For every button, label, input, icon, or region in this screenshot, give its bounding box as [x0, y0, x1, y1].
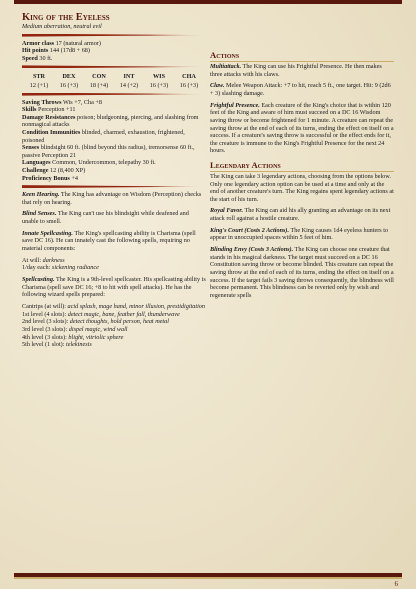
top-border — [14, 0, 402, 4]
tapered-rule — [22, 185, 206, 188]
ability-cha: CHA 16 (+3) — [179, 73, 199, 89]
monster-name: King of the Eyeless — [22, 12, 110, 23]
saving-throws: Saving Throws Wis +7, Cha +8 — [22, 98, 102, 106]
spell-level-5: 5th level (1 slot): telekinesis — [22, 341, 92, 349]
spell-level-4: 4th level (3 slots): blight, vitriolic sphere — [22, 333, 124, 341]
monster-type: Medium aberration, neutral evil — [22, 23, 102, 30]
bottom-border — [14, 573, 402, 577]
actions-column — [210, 12, 394, 304]
ability-dex: DEX 16 (+3) — [59, 73, 79, 89]
tapered-rule — [22, 34, 206, 37]
ability-str: STR 12 (+1) — [29, 73, 49, 89]
challenge: Challenge 12 (8,400 XP) — [22, 166, 86, 174]
ability-int: INT 14 (+2) — [119, 73, 139, 89]
actions-heading: Actions — [210, 50, 394, 62]
spell-level-1: 1st level (4 slots): detect magic, bane, feather fall, thunderwave — [22, 310, 180, 318]
legendary-actions-heading: Legendary Actions — [210, 160, 394, 172]
ability-wis: WIS 16 (+3) — [149, 73, 169, 89]
speed: Speed 30 ft. — [22, 54, 53, 62]
page-number: 6 — [394, 580, 398, 588]
proficiency-bonus: Proficiency Bonus +4 — [22, 174, 78, 182]
trait-spellcasting: Spellcasting. The King is a 9th-level spellcaster. His spellcasting ability is Charisma (spell save DC 16; +8 to hit with spell attacks). He has the following wizard spells prepared: — [22, 276, 206, 299]
armor-class: Armor class 17 (natural armor) — [22, 39, 101, 47]
tapered-rule — [22, 93, 206, 96]
senses: Senses blindsight 60 ft. (blind beyond this radius), tremorsense 60 ft., passive Perception 21 — [22, 144, 195, 159]
legendary-blinding-envy: Blinding Envy (Costs 3 Actions). The King can choose one creature that stands in his magical darkness. The target must succeed on a DC 16 Constitution saving throw or become blinded. This creature can repeat the saving throw at the end of each of its turns, ending the effect on itself on a success. If the target fails 3 saving throws consequently, the blindness will become permanent. This blindness can be reverted only by wish and regenerate spells — [210, 246, 394, 299]
spell-cantrips: Cantrips (at will): acid splash, mage hand, minor illusion, prestidigitation — [22, 303, 205, 311]
action-frightful-presence: Frightful Presence. Each creature of the King's choice that is within 120 feet of the King and aware of him must succeed on a DC 16 Wisdom saving throw or become frightened for 1 minute. A creature can repeat the saving throw at the end of each of its turns, ending the effect on itself on a success. If a creature's saving throw is successful or the effect ends for it, the creature is immune to the King's Frightful Presence for the next 24 hours. — [210, 101, 394, 155]
legendary-kings-court: King's Court (Costs 2 Actions). The King causes 1d4 eyeless hunters to appear in unoccupied spaces within 5 feet of him. — [210, 226, 389, 242]
legendary-intro: The King can take 3 legendary actions, choosing from the options below. Only one legendary action option can be used at a time and only at the end of another creature's turn. The King regains spent legendary actions at the start of his turn. — [210, 172, 394, 203]
spell-level-3: 3rd level (3 slots): dispel magic, wind wall — [22, 325, 128, 333]
ability-scores — [22, 71, 206, 89]
trait-innate-spellcasting: Innate Spellcasting. The King's spellcasting ability is Charisma (spell save DC 16). He can innately cast the following spells, requiring no material components: — [22, 229, 196, 253]
ability-con: CON 18 (+4) — [89, 73, 109, 89]
hit-points: Hit points 144 (17d8 + 68) — [22, 47, 90, 55]
stat-block-column — [22, 12, 206, 349]
innate-at-will: At will: darkness — [22, 256, 65, 264]
damage-resistances: Damage Resistances poison; bludgeoning, piercing, and slashing from nonmagical attacks — [22, 113, 199, 129]
tapered-rule — [22, 65, 206, 68]
trait-blind-senses: Blind Senses. The King can't use his blindsight while deafened and unable to smell. — [22, 210, 189, 226]
action-multiattack: Multiattack. The King can use his Frightful Presence. He then makes three attacks with his claws. — [210, 63, 382, 78]
action-claw: Claw. Melee Weapon Attack: +7 to hit, reach 5 ft., one target. Hit: 9 (2d6 + 3) slashing damage. — [210, 82, 391, 97]
trait-keen-hearing: Keen Hearing. The King has advantage on Wisdom (Perception) checks that rely on hearing. — [22, 191, 202, 206]
spell-level-2: 2nd level (3 slots): detect thoughts, hold person, heat metal — [22, 318, 169, 326]
condition-immunities: Condition Immunities blinded, charmed, exhaustion, frightened, poisoned — [22, 128, 185, 144]
legendary-royal-favor: Royal Favor. The King can aid his ally granting an advantage on its next attack roll against a hostile creature. — [210, 207, 391, 223]
skills: Skills Perception +11 — [22, 106, 76, 114]
languages: Languages Common, Undercommon, telepathy 30 ft. — [22, 159, 156, 167]
innate-one-per-day: 1/day each: sickening radiance — [22, 264, 99, 272]
